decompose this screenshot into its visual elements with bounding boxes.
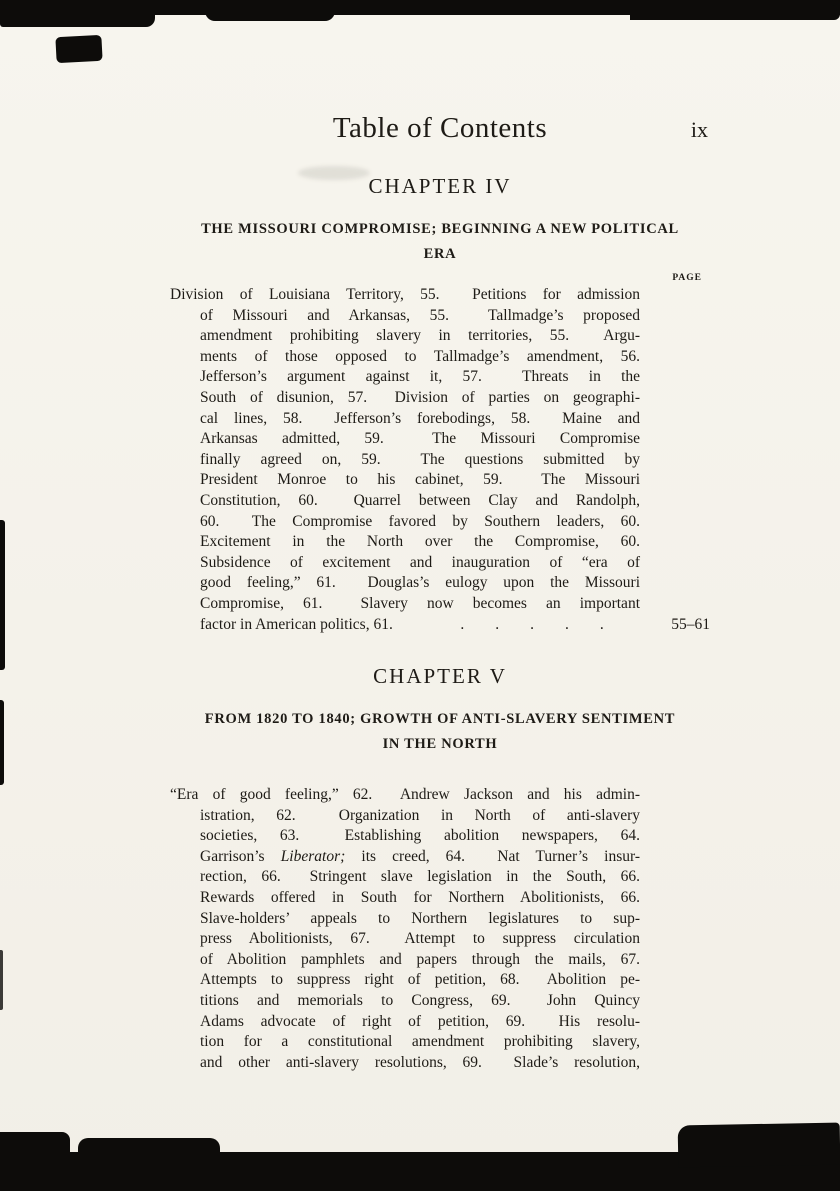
toc-line: Subsidence of excitement and inauguration of “era of [200, 553, 640, 571]
toc-line: Constitution, 60. Quarrel between Clay and Randolph, [200, 491, 640, 509]
scan-artifact-top-right [630, 0, 840, 20]
toc-line: titions and memorials to Congress, 69. John Quincy [200, 992, 640, 1010]
toc-line: and other anti-slavery resolutions, 69. Slade’s resolution, [200, 1053, 640, 1071]
toc-line: President Monroe to his cabinet, 59. The Missouri [200, 471, 640, 489]
chapter-v-section [170, 661, 710, 1073]
scan-artifact-left-edge [0, 950, 3, 1010]
toc-line: Attempts to suppress right of petition, 68. Abolition pe- [200, 971, 640, 989]
scan-artifact-blob [55, 35, 102, 63]
toc-line: Compromise, 61. Slavery now becomes an important [200, 594, 640, 612]
scan-artifact-left-edge [0, 520, 5, 670]
toc-line: tion for a constitutional amendment prohibiting slavery, [200, 1033, 640, 1051]
page-number: ix [690, 117, 708, 142]
scan-artifact-top-left [0, 0, 155, 27]
toc-line: Excitement in the North over the Compromise, 60. [200, 533, 640, 551]
page-title: Table of Contents [332, 112, 548, 144]
toc-line: cal lines, 58. Jefferson’s forebodings, 58. Maine and [200, 409, 640, 427]
toc-line: Slave-holders’ appeals to Northern legislatures to sup- [200, 909, 640, 927]
page-header [170, 112, 710, 145]
toc-line: amendment prohibiting slavery in territories, 55. Argu- [200, 327, 640, 345]
toc-line: good feeling,” 61. Douglas’s eulogy upon the Missouri [200, 574, 640, 592]
chapter-iv-section [170, 171, 710, 635]
toc-line: Division of Louisiana Territory, 55. Petitions for admission [170, 286, 640, 303]
toc-line: of Abolition pamphlets and papers through the mails, 67. [200, 950, 640, 968]
scan-artifact-bottom-left [0, 1132, 70, 1162]
toc-line: of Missouri and Arkansas, 55. Tallmadge’s proposed [200, 306, 640, 324]
chapter-subtitle-line: ERA [423, 246, 457, 262]
toc-line-text: factor in American politics, 61. [200, 615, 393, 633]
scan-artifact-bottom-right [678, 1123, 840, 1168]
scan-artifact-left-edge [0, 700, 4, 785]
toc-line: “Era of good feeling,” 62. Andrew Jackson and his admin- [170, 786, 640, 804]
scan-artifact-bottom-bump [78, 1138, 220, 1160]
toc-line: societies, 63. Establishing abolition newspapers, 64. [200, 827, 640, 845]
chapter-subtitle [170, 217, 710, 267]
chapter-subtitle-line: FROM 1820 TO 1840; GROWTH OF ANTI-SLAVERY SENTIMENT [204, 711, 676, 728]
toc-line-with-leader [170, 615, 710, 636]
page-column-label: PAGE [672, 273, 702, 283]
toc-line: Rewards offered in South for Northern Abolitionists, 66. [200, 889, 640, 907]
toc-line: Arkansas admitted, 59. The Missouri Compromise [200, 430, 640, 448]
toc-line: rection, 66. Stringent slave legislation in the South, 66. [200, 868, 640, 886]
dot-leader: . . . . . [460, 615, 604, 633]
toc-line: ments of those opposed to Tallmadge’s amendment, 56. [200, 347, 640, 365]
page-range: 55–61 [671, 615, 710, 633]
chapter-subtitle-line: IN THE NORTH [382, 736, 498, 753]
toc-line: 60. The Compromise favored by Southern leaders, 60. [200, 512, 640, 530]
toc-content [170, 112, 710, 1073]
toc-line: istration, 62. Organization in North of anti-slavery [200, 806, 640, 824]
chapter-heading: CHAPTER V [373, 664, 507, 689]
toc-line: press Abolitionists, 67. Attempt to suppress circulation [200, 930, 640, 948]
toc-line: Adams advocate of right of petition, 69. His resolu- [200, 1012, 640, 1030]
toc-line: Garrison’s Liberator; its creed, 64. Nat Turner’s insur- [200, 847, 640, 865]
chapter-subtitle [170, 707, 710, 757]
toc-line: South of disunion, 57. Division of parties on geographi- [200, 388, 640, 406]
toc-line: finally agreed on, 59. The questions submitted by [200, 450, 640, 468]
chapter-subtitle-line: THE MISSOURI COMPROMISE; BEGINNING A NEW POLITICAL [201, 221, 679, 237]
toc-line: Jefferson’s argument against it, 57. Threats in the [200, 368, 640, 386]
chapter-summary [170, 785, 640, 1073]
chapter-heading: CHAPTER IV [368, 174, 512, 198]
scan-artifact-top-mid [205, 0, 335, 21]
chapter-summary [170, 285, 640, 615]
